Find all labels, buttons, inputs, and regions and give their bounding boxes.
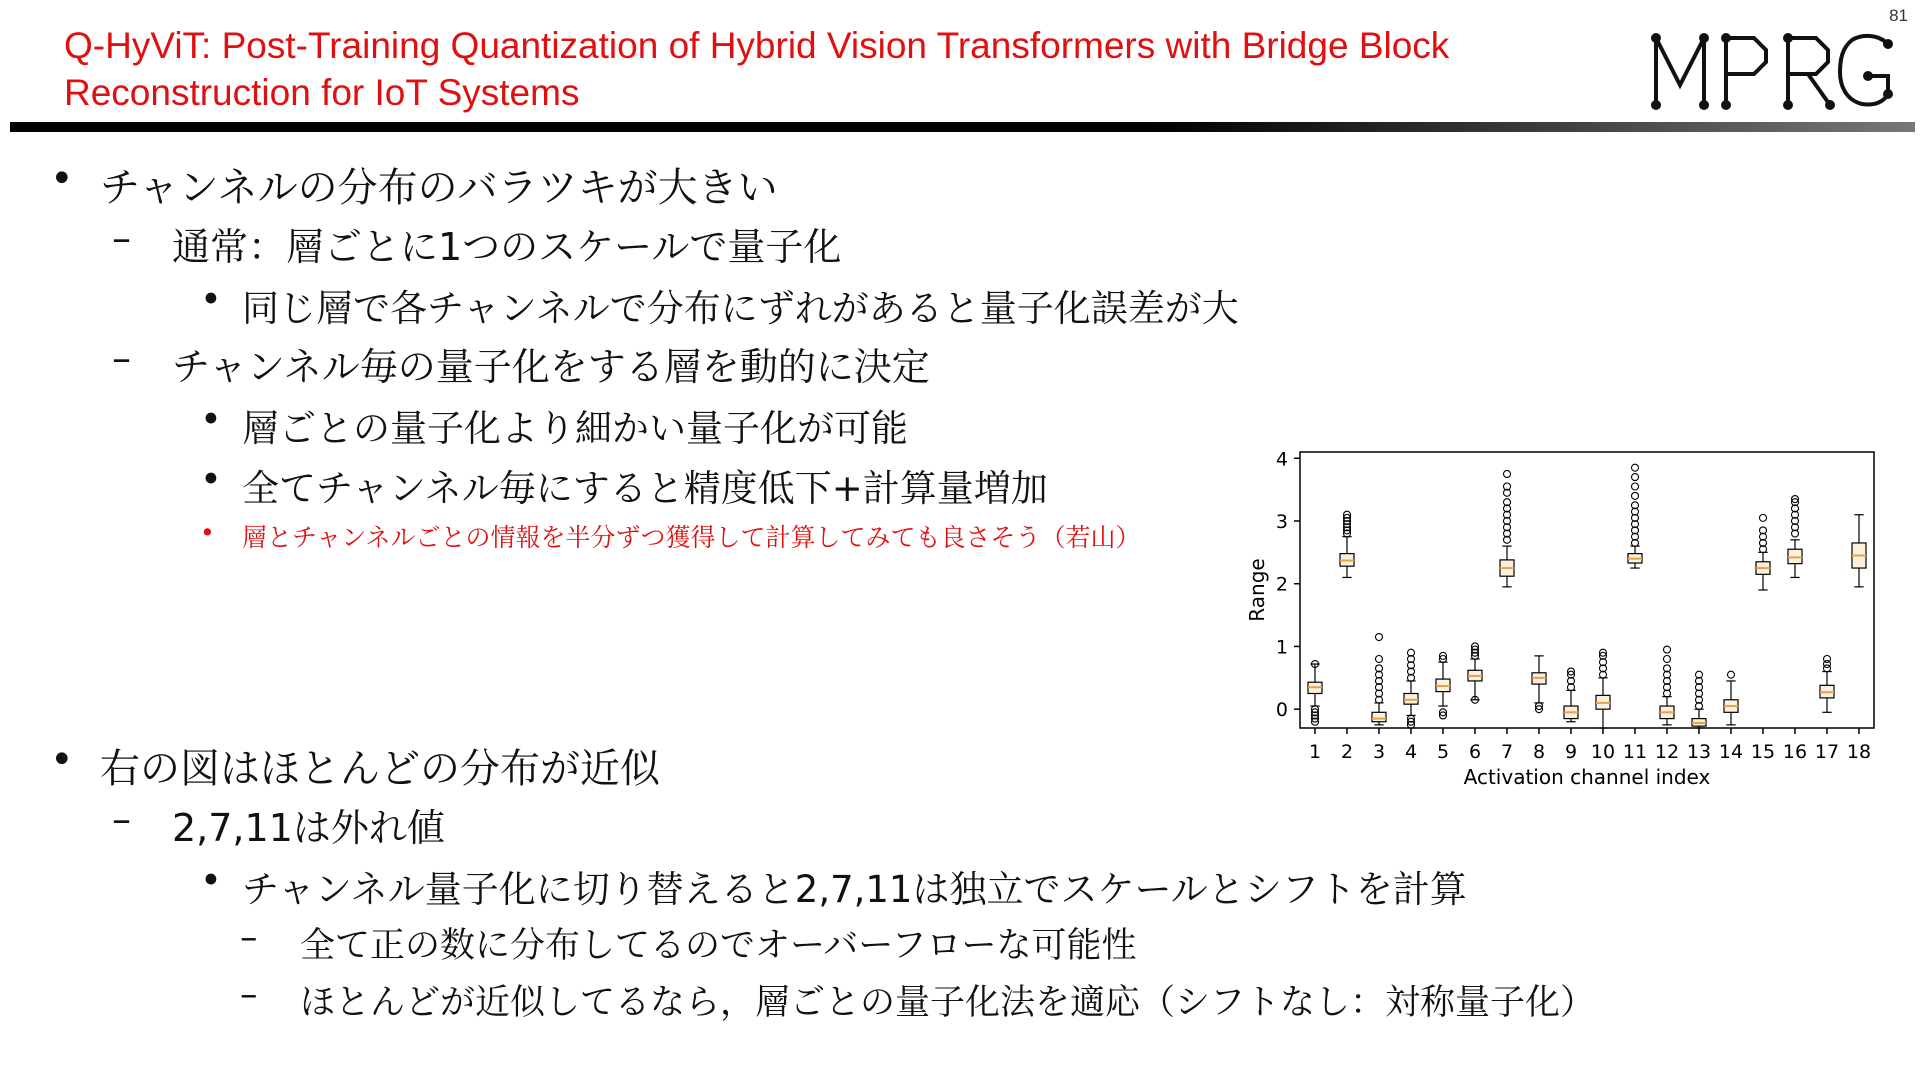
outlier-point [1664, 646, 1671, 653]
boxplot-svg [1245, 444, 1890, 794]
x-tick-label: 1 [1308, 741, 1322, 763]
x-tick-label: 4 [1404, 741, 1418, 763]
bullet-item [240, 918, 1137, 968]
x-tick-label: 3 [1372, 741, 1386, 763]
x-tick-label: 13 [1686, 741, 1712, 763]
slide-title-line2: Reconstruction for IoT Systems [64, 72, 580, 113]
outlier-point [1824, 656, 1831, 663]
bullet-text: 全て正の数に分布してるのでオーバーフローな可能性 [300, 926, 1137, 966]
x-axis-label: Activation channel index [1463, 765, 1711, 789]
x-tick-label: 6 [1468, 741, 1482, 763]
x-tick-label: 14 [1718, 741, 1744, 763]
bullet-item [50, 156, 778, 213]
bullet-item [112, 336, 930, 391]
x-tick-label: 5 [1436, 741, 1450, 763]
outlier-point [1664, 656, 1671, 663]
x-tick-label: 16 [1782, 741, 1808, 763]
page-number: 81 [1889, 6, 1908, 25]
bullet-text: チャンネル毎の量子化をする層を動的に決定 [172, 345, 930, 389]
bullet-marker: – [112, 216, 131, 260]
bullet-marker: • [200, 458, 222, 501]
y-tick-label: 4 [1275, 448, 1288, 471]
outlier-point [1632, 492, 1639, 499]
outlier-point [1632, 464, 1639, 471]
box-channel [1436, 652, 1450, 719]
box-channel [1596, 649, 1610, 728]
x-tick-label: 2 [1340, 741, 1354, 763]
bullet-marker: – [240, 975, 258, 1015]
box-channel [1404, 649, 1418, 728]
box-channel [1820, 656, 1834, 713]
x-tick-label: 15 [1750, 741, 1776, 763]
bullet-marker: • [200, 859, 222, 902]
bullet-item-note [200, 518, 1141, 554]
x-tick-label: 17 [1814, 741, 1840, 763]
box-channel [1724, 671, 1738, 725]
outlier-point [1728, 671, 1735, 678]
y-tick-label: 0 [1275, 699, 1288, 722]
box-channel [1788, 496, 1802, 578]
outlier-point [1376, 656, 1383, 663]
bullet-item [112, 216, 841, 271]
bullet-text: 通常：層ごとに1つのスケールで量子化 [172, 225, 842, 269]
bullet-marker: • [200, 518, 215, 547]
box-channel [1372, 634, 1386, 725]
bullet-item [50, 737, 660, 794]
y-tick-label: 1 [1275, 636, 1288, 659]
bullet-item [200, 458, 1048, 512]
outlier-point [1632, 483, 1639, 490]
range-boxplot-chart [1245, 444, 1890, 798]
bullet-text: 層とチャンネルごとの情報を半分ずつ獲得して計算してみても良さそう（若山） [242, 523, 1141, 552]
box-channel [1564, 668, 1578, 722]
box-channel [1468, 643, 1482, 703]
outlier-point [1376, 634, 1383, 641]
mprg-logo [1650, 30, 1895, 119]
bullet-marker: • [200, 398, 222, 441]
plot-frame [1300, 452, 1874, 728]
box-channel [1660, 646, 1674, 725]
bullet-marker: • [200, 278, 222, 321]
bullet-text: 層ごとの量子化より細かい量子化が可能 [242, 407, 908, 450]
box-iqr [1372, 712, 1386, 721]
y-tick-label: 3 [1275, 511, 1288, 533]
slide-title [64, 22, 1624, 116]
bullet-text: 右の図はほとんどの分布が近似 [100, 746, 660, 792]
box-channel [1532, 656, 1546, 713]
bullet-marker: – [112, 336, 131, 380]
bullet-marker: • [50, 737, 74, 783]
bullet-text: 全てチャンネル毎にすると精度低下+計算量増加 [242, 467, 1048, 510]
bullet-text: チャンネルの分布のバラツキが大きい [100, 165, 778, 211]
box-channel [1756, 514, 1770, 590]
box-channel [1852, 515, 1866, 587]
x-tick-label: 7 [1500, 741, 1514, 763]
bullet-text: 2,7,11は外れ値 [172, 806, 445, 850]
bullet-marker: – [240, 918, 258, 958]
bullet-item [200, 859, 1467, 913]
x-tick-label: 12 [1654, 741, 1680, 763]
box-channel [1500, 470, 1514, 586]
x-tick-label: 18 [1846, 741, 1872, 763]
header-divider [10, 122, 1915, 132]
bullet-text: ほとんどが近似してるなら，層ごとの量子化法を適応（シフトなし：対称量子化） [300, 983, 1596, 1023]
outlier-point [1504, 470, 1511, 477]
box-channel [1308, 661, 1322, 726]
x-tick-label: 11 [1622, 741, 1648, 763]
x-tick-label: 9 [1564, 741, 1578, 763]
y-axis-label: Range [1245, 558, 1269, 622]
x-tick-label: 8 [1532, 741, 1546, 763]
slide-title-line1: Q-HyViT: Post-Training Quantization of Hybrid Vision Transformers with Bridge Block [64, 25, 1450, 66]
bullet-text: チャンネル量子化に切り替えると2,7,11は独立でスケールとシフトを計算 [242, 868, 1467, 911]
bullet-item [200, 398, 908, 452]
y-tick-label: 2 [1275, 573, 1288, 596]
bullet-text: 同じ層で各チャンネルで分布にずれがあると量子化誤差が大 [242, 287, 1239, 330]
bullet-item [200, 278, 1239, 332]
x-tick-label: 10 [1590, 741, 1616, 763]
bullet-marker: – [112, 797, 131, 841]
bullet-item [240, 975, 1595, 1025]
outlier-point [1632, 474, 1639, 481]
bullet-item [112, 797, 445, 852]
box-channel [1340, 511, 1354, 577]
outlier-point [1760, 514, 1767, 521]
box-channel [1628, 464, 1642, 568]
box-channel [1692, 671, 1706, 728]
bullet-marker: • [50, 156, 74, 202]
